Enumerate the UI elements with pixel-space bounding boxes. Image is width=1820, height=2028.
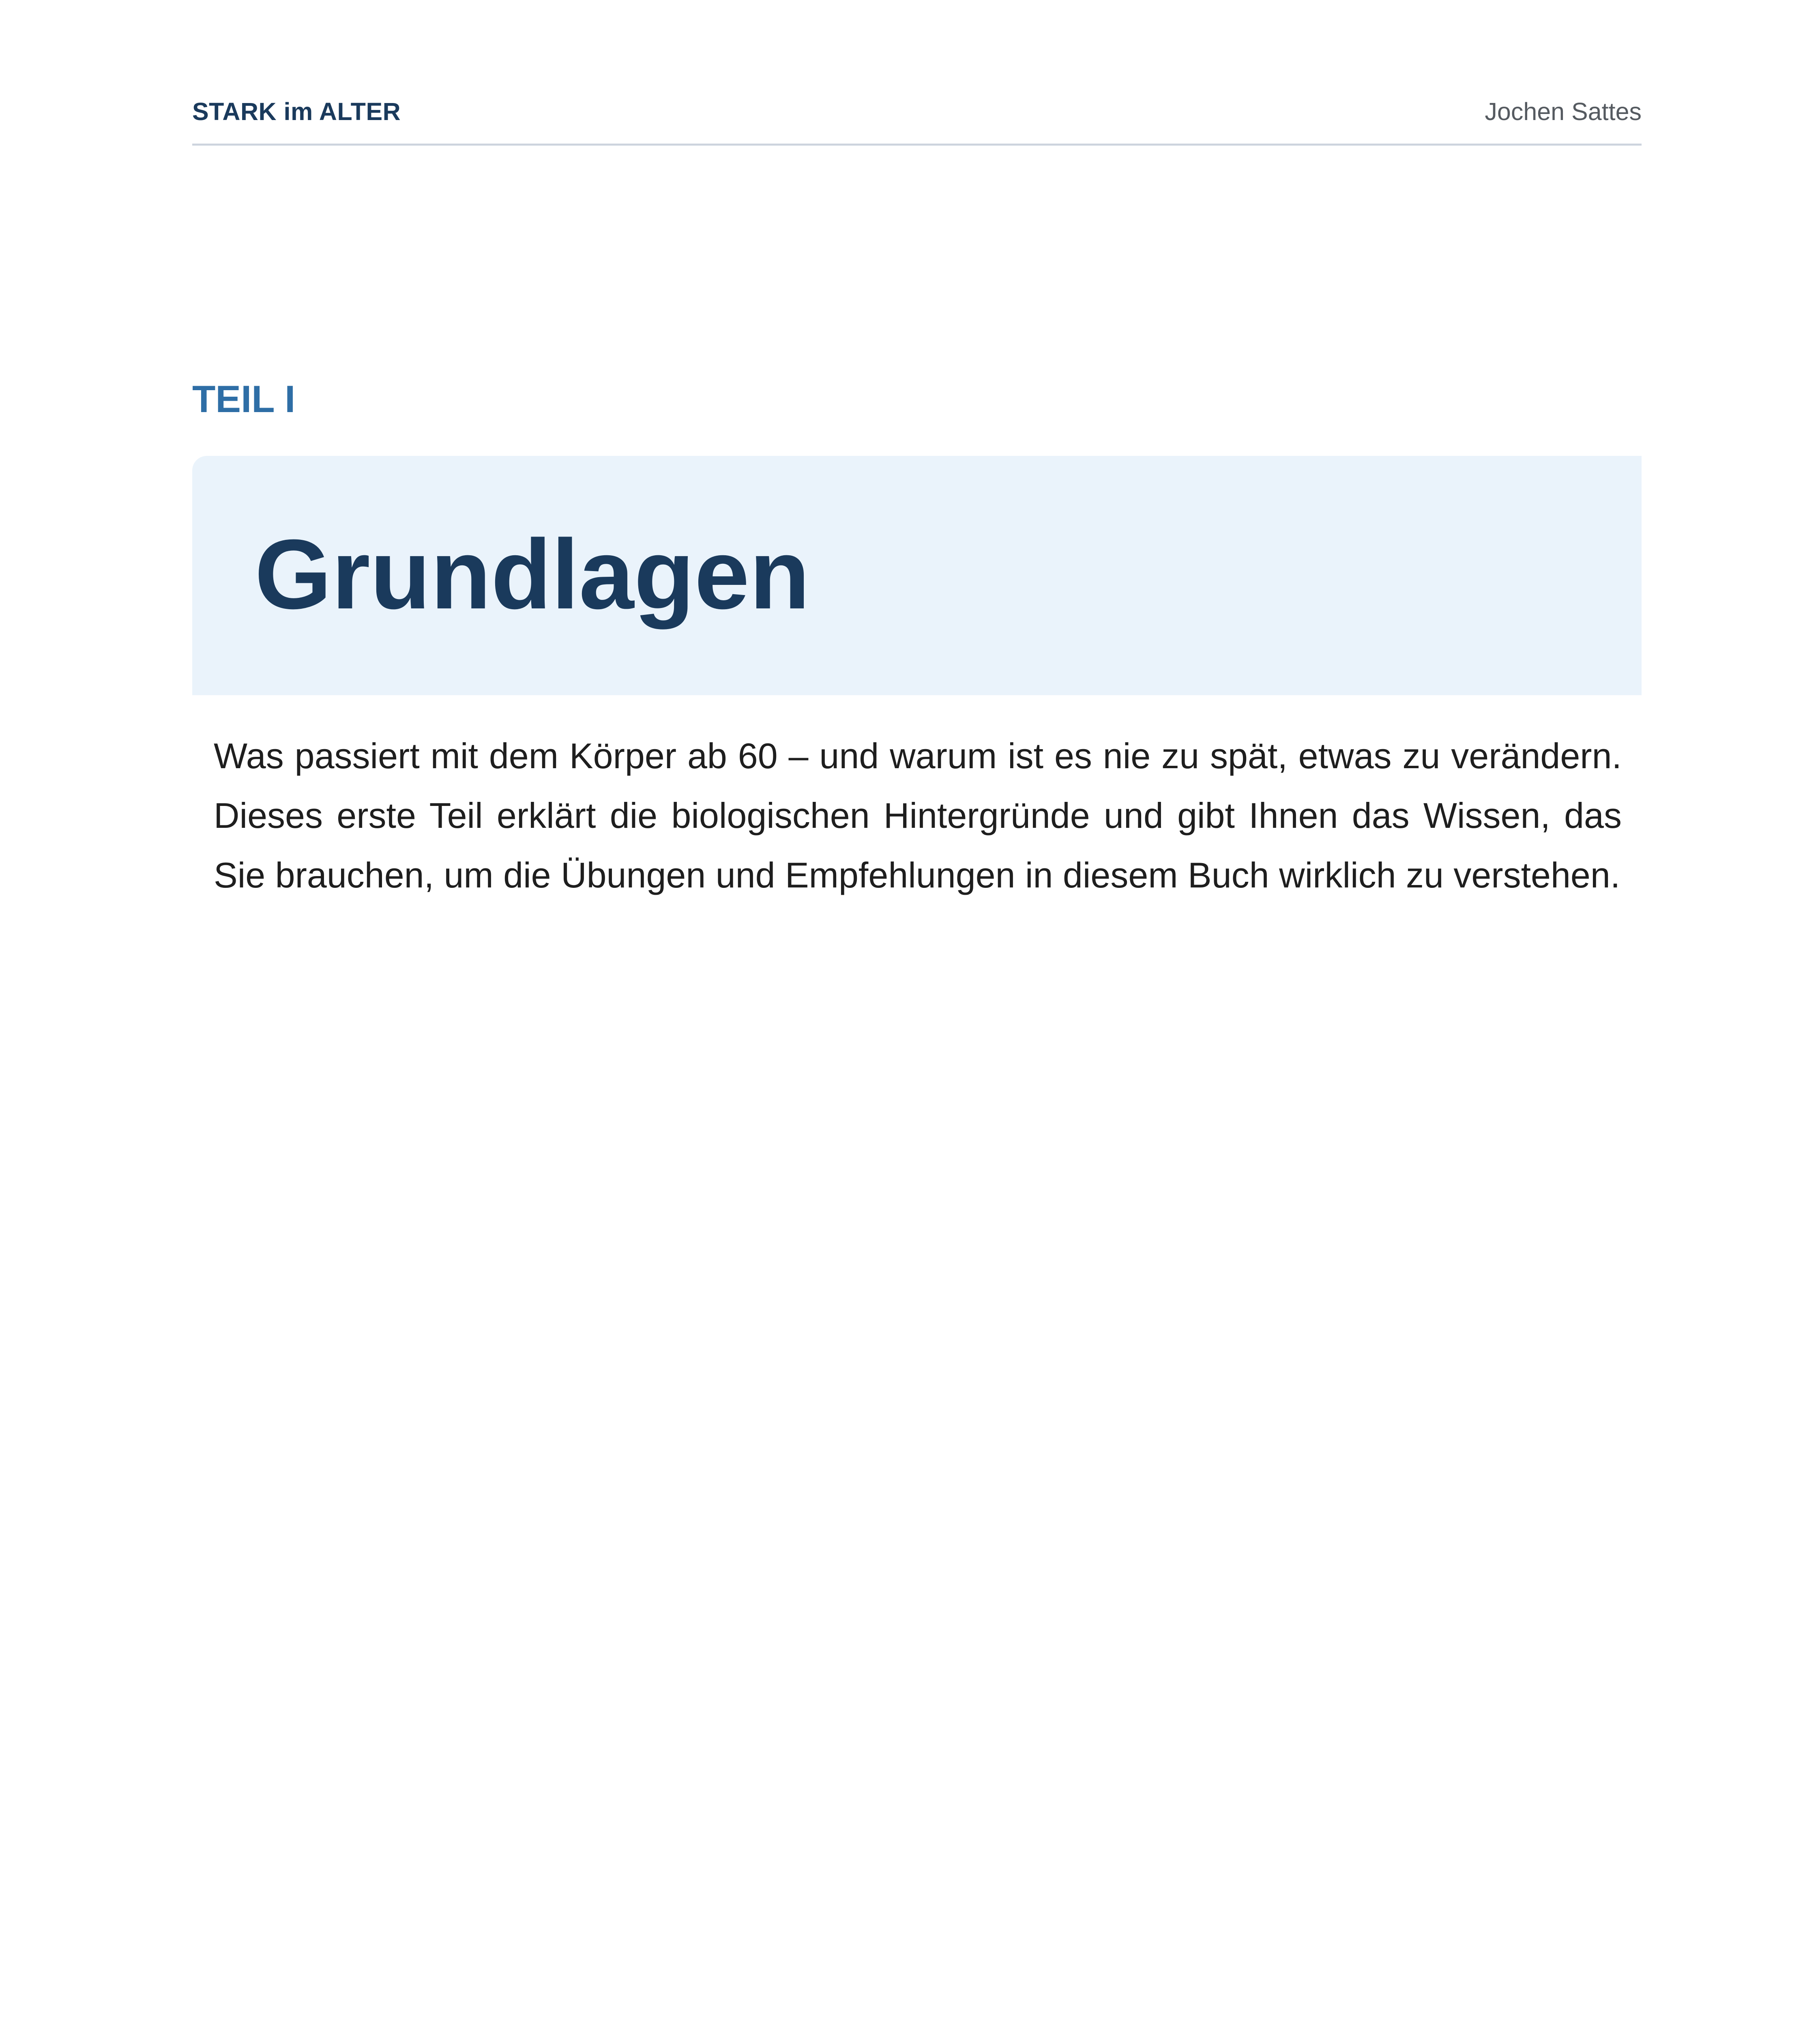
book-title: STARK im ALTER	[192, 98, 401, 125]
part-label: TEIL I	[192, 378, 296, 420]
page-header	[192, 93, 1642, 146]
author-name: Jochen Sattes	[1485, 98, 1642, 125]
chapter-title-box	[192, 456, 1642, 695]
chapter-title: Grundlagen	[255, 519, 810, 629]
intro-paragraph: Was passiert mit dem Körper ab 60 – und warum ist es nie zu spät, etwas zu verändern. Dieses erste Teil erklärt die biologischen Hintergründe und gibt Ihnen das Wissen, das Sie brauchen, um die Übungen und Empfehlungen in diesem Buch wirklich zu verstehen.	[214, 736, 1622, 895]
